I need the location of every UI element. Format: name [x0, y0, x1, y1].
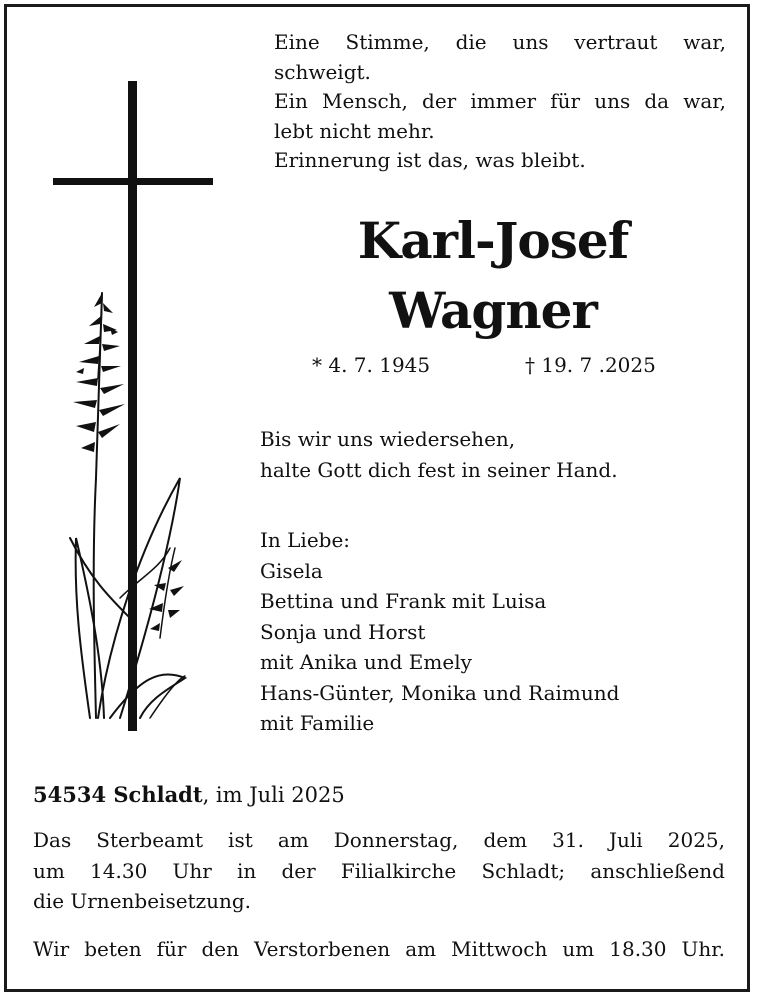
- poem-line: Ein Mensch, der immer für uns da war,: [274, 89, 726, 113]
- place-date: , im Juli 2025: [202, 783, 345, 807]
- grass-icon: [70, 293, 185, 718]
- mourner-line: Gisela: [260, 558, 323, 583]
- verse-line: halte Gott dich fest in seiner Hand.: [260, 458, 618, 482]
- deceased-last-name: Wagner: [389, 281, 597, 340]
- poem-line: schweigt.: [274, 59, 371, 84]
- cross-icon: [53, 81, 213, 731]
- funeral-service-info: [33, 825, 725, 917]
- service-line: Das Sterbeamt ist am Donnerstag, dem 31. Juli 2025,: [33, 828, 725, 852]
- poem-line: lebt nicht mehr.: [274, 118, 435, 143]
- poem-line: Erinnerung ist das, was bleibt.: [274, 148, 586, 172]
- place-and-date: [33, 780, 345, 810]
- mourner-line: mit Familie: [260, 711, 375, 735]
- mourner-line: Hans-Günter, Monika und Raimund: [260, 680, 620, 705]
- poem-line: Eine Stimme, die uns vertraut war,: [274, 30, 726, 54]
- mourner-line: mit Anika und Emely: [260, 650, 472, 674]
- farewell-verse: [260, 424, 618, 486]
- cross-with-grass-illustration: [50, 78, 220, 733]
- birth-date: * 4. 7. 1945: [312, 353, 431, 377]
- mourners-list: [260, 525, 619, 739]
- verse-line: Bis wir uns wiedersehen,: [260, 427, 516, 451]
- service-line: um 14.30 Uhr in der Filialkirche Schladt; anschließend: [33, 858, 725, 883]
- mourner-line: Sonja und Horst: [260, 619, 426, 644]
- mourner-line: Bettina und Frank mit Luisa: [260, 589, 547, 613]
- death-date: † 19. 7 .2025: [525, 353, 656, 377]
- deceased-first-name: Karl-Josef: [357, 211, 629, 270]
- memorial-poem: [274, 28, 726, 176]
- place-location: 54534 Schladt: [33, 782, 203, 807]
- prayer-info: Wir beten für den Verstorbenen am Mittwoch um 18.30 Uhr.: [33, 937, 725, 961]
- mourners-intro: In Liebe:: [260, 528, 351, 552]
- service-line: die Urnenbeisetzung.: [33, 889, 252, 913]
